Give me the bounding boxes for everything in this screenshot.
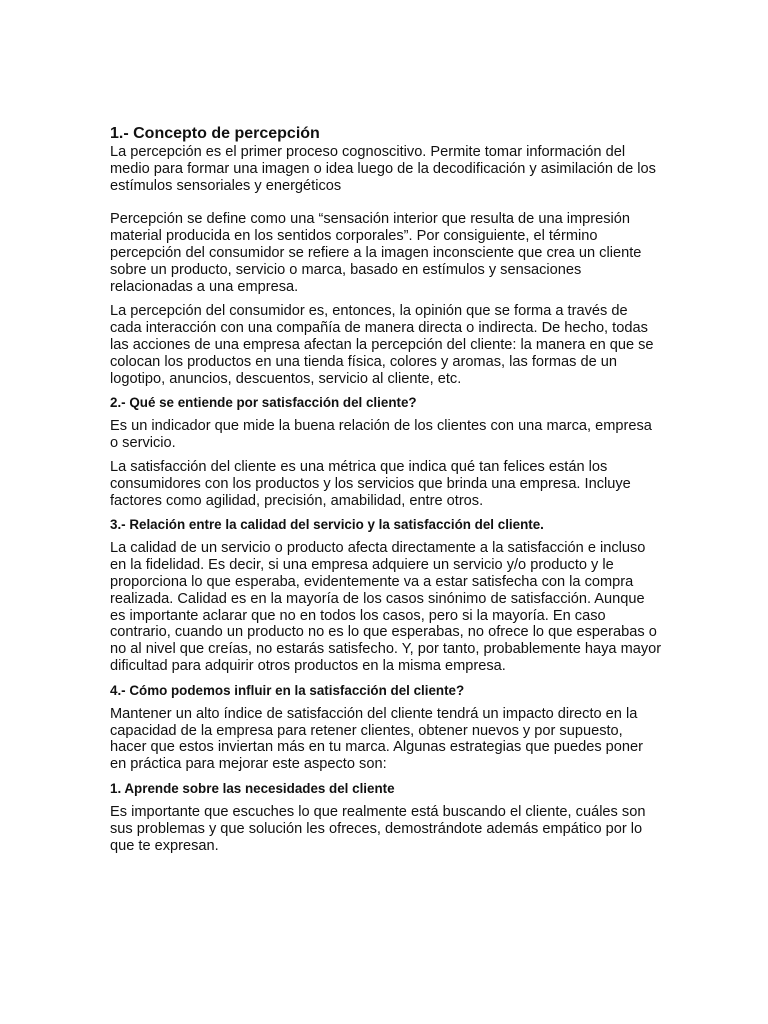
section-3-heading: 3.- Relación entre la calidad del servicio y la satisfacción del cliente.	[110, 517, 544, 533]
section-1-paragraph-2: Percepción se define como una “sensación interior que resulta de una impresión material producida en los sentidos corporales”. Por consiguiente, el término percepción del consumidor se refiere a la imagen inconsciente que crea un cliente sobre un producto, servicio o marca, basado en estímulos y sensaciones relacionadas a una empresa.	[110, 211, 642, 295]
section-3-paragraph-1: La calidad de un servicio o producto afecta directamente a la satisfacción e incluso en la fidelidad. Es decir, si una empresa adquiere un servicio y/o producto y le proporciona lo que esperaba, evidentemente va a estar satisfecha con la compra realizada. Calidad es en la mayoría de los casos sinónimo de satisfacción. Aunque es importante aclarar que no en todos los casos, pero si la mayoría. En caso contrario, cuando un producto no es lo que esperabas, no ofrece lo que esperabas o no al nivel que creías, no estarás satisfecho. Y, por tanto, probablemente haya mayor dificultad para adquirir otros productos en la misma empresa.	[110, 540, 662, 674]
section-4-heading: 4.- Cómo podemos influir en la satisfacción del cliente?	[110, 682, 465, 698]
section-4-paragraph-1: Mantener un alto índice de satisfacción del cliente tendrá un impacto directo en la capacidad de la empresa para retener clientes, obtener nuevos y por supuesto, hacer que estos inviertan más en tu marca. Algunas estrategias que puedes poner en práctica para mejorar este aspecto son:	[110, 705, 643, 773]
section-2-paragraph-2: La satisfacción del cliente es una métrica que indica qué tan felices están los consumidores con los productos y los servicios que brinda una empresa. Incluye factores como agilidad, precisión, amabilidad, entre otros.	[110, 458, 631, 509]
section-2-paragraph-1: Es un indicador que mide la buena relación de los clientes con una marca, empresa o servicio.	[110, 418, 652, 452]
section-5-heading: 1. Aprende sobre las necesidades del cliente	[110, 780, 395, 796]
section-2-heading: 2.- Qué se entiende por satisfacción del cliente?	[110, 395, 417, 411]
section-5-paragraph-1: Es importante que escuches lo que realmente está buscando el cliente, cuáles son sus problemas y que solución les ofreces, demostrándote además empático por lo que te expresan.	[110, 803, 646, 854]
section-1-paragraph-3: La percepción del consumidor es, entonces, la opinión que se forma a través de cada interacción con una compañía de manera directa o indirecta. De hecho, todas las acciones de una empresa afectan la percepción del cliente: la manera en que se colocan los productos en una tienda física, colores y aromas, las formas de un logotipo, anuncios, descuentos, servicio al cliente, etc.	[110, 303, 654, 387]
section-1-paragraph-1: La percepción es el primer proceso cognoscitivo. Permite tomar información del medio para formar una imagen o idea luego de la decodificación y asimilación de los estímulos sensoriales y energéticos	[110, 144, 656, 194]
section-1-heading: 1.- Concepto de percepción	[110, 125, 320, 142]
document-page	[110, 124, 662, 854]
